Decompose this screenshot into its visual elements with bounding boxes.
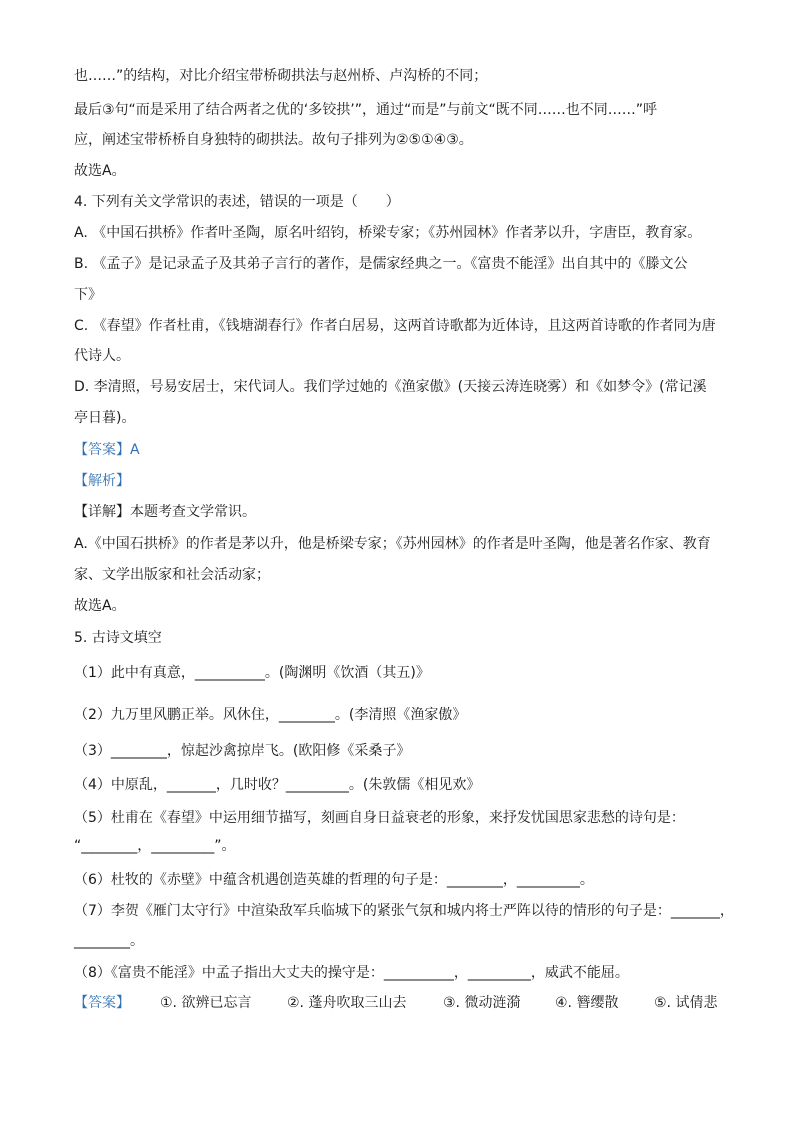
blank-item-7-cont: ________。 <box>74 933 144 949</box>
answer-item: ①. 欲辨已忘言 <box>160 995 252 1011</box>
question-4: 4. 下列有关文学常识的表述，错误的一项是（ ） <box>74 194 400 210</box>
answer-item: ③. 微动涟漪 <box>443 995 521 1011</box>
answer-item: ⑤. 试倩悲 <box>654 995 718 1011</box>
blank-item-6: （6）杜牧的《赤壁》中蕴含机遇创造英雄的哲理的句子是：________，_________。 <box>74 872 594 888</box>
answer-item: ②. 蓬舟吹取三山去 <box>287 995 407 1011</box>
option-d-cont: 亭日暮)。 <box>74 410 136 426</box>
blank-item-7: （7）李贺《雁门太守行》中渲染敌军兵临城下的紧张气氛和城内将士严阵以待的情形的句子是：_______， <box>74 903 734 919</box>
text-line: 故选A。 <box>74 163 126 179</box>
question-5: 5. 古诗文填空 <box>74 630 162 646</box>
answer-line: 【答案】A <box>74 442 140 458</box>
detail-line: 【详解】本题考查文学常识。 <box>74 504 256 520</box>
blank-item-2: （2）九万里风鹏正举。风休住，________。(李清照《渔家傲》 <box>74 707 467 723</box>
option-b: B. 《孟子》是记录孟子及其弟子言行的著作，是儒家经典之一。《富贵不能淫》出自其中的《滕文公 <box>74 256 688 272</box>
analysis-heading: 【解析】 <box>74 473 130 489</box>
option-c: C. 《春望》作者杜甫，《钱塘湖春行》作者白居易，这两首诗歌都为近体诗，且这两首诗歌的作者同为唐 <box>74 318 716 334</box>
text-line: 应，阐述宝带桥桥自身独特的砌拱法。故句子排列为②⑤①④③。 <box>74 132 473 148</box>
option-a: A. 《中国石拱桥》作者叶圣陶，原名叶绍钧，桥梁专家；《苏州园林》作者茅以升，字唐臣，教育家。 <box>74 225 702 241</box>
text-line: 家、文学出版家和社会活动家； <box>74 567 270 583</box>
answer-label: 【答案】 <box>74 995 130 1011</box>
blank-item-8: （8）《富贵不能淫》中孟子指出大丈夫的操守是：__________，_________，威武不能屈。 <box>74 965 629 981</box>
blank-item-1: （1）此中有真意，__________。(陶渊明《饮酒（其五)》 <box>74 665 430 681</box>
option-d: D. 李清照，号易安居士，宋代词人。我们学过她的《渔家傲》(天接云涛连晓雾）和《如梦令》(常记溪 <box>74 379 707 395</box>
blank-item-5: （5）杜甫在《春望》中运用细节描写，刻画自身日益衰老的形象，来抒发忧国思家悲愁的诗句是： <box>74 810 685 826</box>
blank-item-3: （3）________，惊起沙禽掠岸飞。(欧阳修《采桑子》 <box>74 743 411 759</box>
text-line: A.《中国石拱桥》的作者是茅以升，他是桥梁专家；《苏州园林》的作者是叶圣陶，他是著名作家、教育 <box>74 536 711 552</box>
option-b-cont: 下》 <box>74 287 102 303</box>
option-c-cont: 代诗人。 <box>74 348 130 364</box>
blank-item-5-cont: “________，_________”。 <box>74 838 236 854</box>
text-line: 故选A。 <box>74 598 126 614</box>
text-line: 最后③句“而是采用了结合两者之优的‘多铰拱’”，通过“而是”与前文“既不同……也不同……”呼 <box>74 102 657 118</box>
text-line: 也……”的结构，对比介绍宝带桥砌拱法与赵州桥、卢沟桥的不同； <box>74 68 488 84</box>
blank-item-4: （4）中原乱，_______，几时收？_________。(朱敦儒《相见欢》 <box>74 777 481 793</box>
answer-item: ④. 簪缨散 <box>555 995 619 1011</box>
